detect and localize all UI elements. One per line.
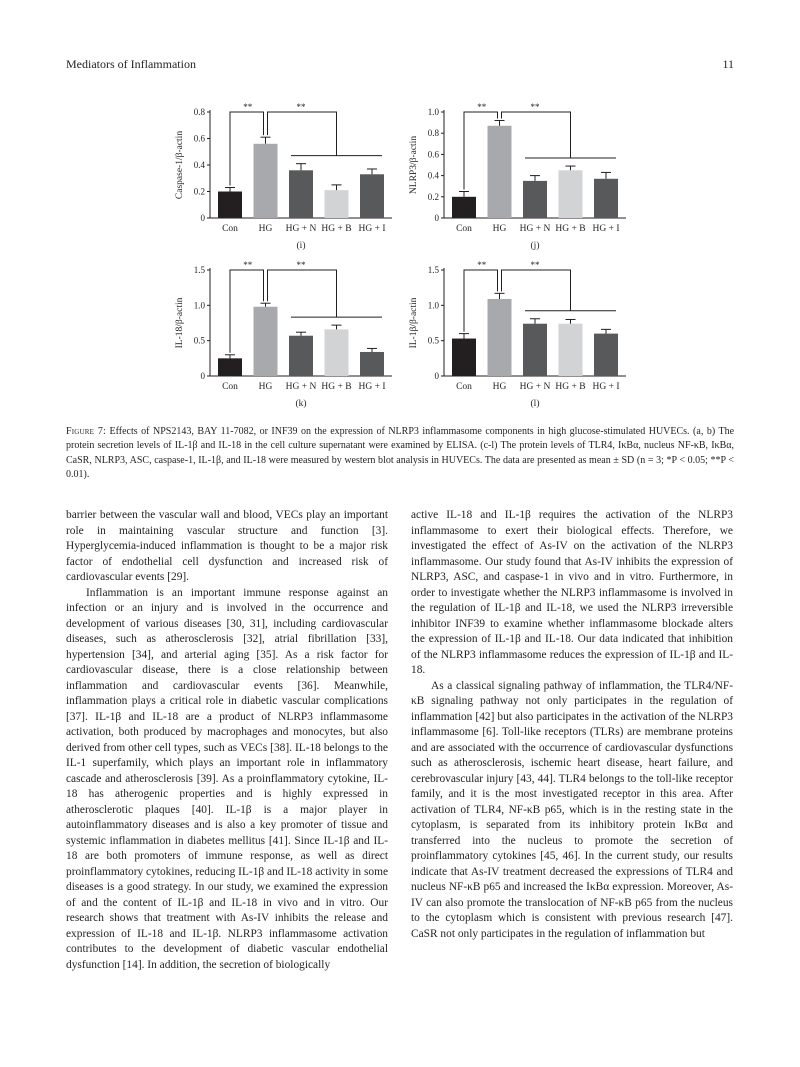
bar [594, 179, 618, 218]
y-tick-label: 0.2 [427, 191, 439, 202]
y-tick-label: 0 [434, 371, 439, 381]
x-tick-label: HG + N [519, 382, 551, 392]
bar [523, 324, 547, 376]
significance-label: ** [530, 260, 540, 270]
y-tick-label: 0.8 [193, 107, 205, 117]
panel-label: (l) [530, 399, 540, 409]
bar [488, 299, 512, 376]
y-axis-label: Caspase-1/β-actin [175, 130, 185, 200]
bar [289, 336, 313, 376]
journal-title: Mediators of Inflammation [66, 57, 196, 71]
significance-bracket [502, 270, 571, 311]
y-tick-label: 0.2 [193, 186, 205, 197]
y-tick-label: 0 [200, 213, 205, 223]
y-tick-label: 1.5 [427, 265, 439, 275]
bar [360, 352, 384, 376]
y-tick-label: 0.6 [427, 149, 439, 160]
x-tick-label: HG + I [592, 224, 620, 234]
running-header [66, 57, 734, 73]
bar [254, 144, 278, 218]
y-tick-label: 0.5 [193, 335, 205, 346]
chart-panel-i [170, 104, 400, 260]
significance-label: ** [296, 260, 306, 270]
chart-svg-j [404, 104, 634, 260]
significance-bracket [502, 112, 571, 158]
y-tick-label: 0.8 [427, 128, 439, 139]
bar [360, 174, 384, 218]
body-paragraph: As a classical signaling pathway of inflammation, the TLR4/NF-κB signaling pathway not only participates in the regulation of inflammation [42] but also participates in the activation of the NLRP3 inflammasome [6]. Toll-like receptors (TLRs) are membrane proteins and are associated with the occurrence of cardiovascular dysfunctions such as atherosclerosis, ischemic heart disease, heart failure, and cerebrovascular injury [43, 44]. TLR4 belongs to the toll-like receptor family, and it is the most investigated receptor in this area. After activation of TLR4, NF-κB p65, which is in the resting state in the cytoplasm, is separated from its inhibitory protein IκBα and transferred into the nucleus to promote the secretion of proinflammatory cytokines [45, 46]. In the current study, our results indicate that As-IV treatment decreased the expressions of TLR4 and nucleus NF-κB p65 and increased the IκBα expression. Moreover, As-IV can also promote the translocation of NF-κB p65 from the nucleus to the cytoplasm which is consistent with previous research [47]. CaSR not only participates in the regulation of inflammation but [411, 679, 733, 940]
significance-bracket [268, 270, 337, 317]
y-axis-label: NLRP3/β-actin [409, 135, 419, 195]
bar [254, 307, 278, 376]
significance-label: ** [296, 102, 306, 112]
x-tick-label: HG [258, 382, 273, 392]
chart-svg-i [170, 104, 400, 260]
y-tick-label: 0.4 [193, 160, 205, 170]
caption-text: Effects of NPS2143, BAY 11-7082, or INF39 on the expression of NLRP3 inflammasome components in high glucose-stimulated HUVECs. (a, b) The protein secretion levels of IL-1β and IL-18 in the cell culture supernatant were examined by ELISA. (c-l) The protein levels of TLR4, IκBα, nucleus NF-κB, IκBα, CaSR, NLRP3, ASC, caspase-1, IL-1β, and IL-18 were measured by western blot analysis in HUVECs. The data are presented as mean ± SD (n = 3; *P < 0.05; **P < 0.01). [66, 426, 735, 481]
body-column-left [66, 508, 388, 973]
y-axis-label: IL-1β/β-actin [409, 297, 419, 349]
significance-label: ** [477, 260, 487, 270]
figure-caption [66, 425, 734, 483]
x-tick-label: HG + N [285, 382, 317, 392]
bar [523, 181, 547, 218]
bar [325, 190, 349, 218]
y-tick-label: 1.0 [427, 300, 439, 311]
x-tick-label: HG + B [321, 224, 352, 234]
body-paragraph: barrier between the vascular wall and blood, VECs play an important role in maintaining vascular structure and function [3]. Hyperglycemia-induced inflammation is thought to be a major risk factor of endothelial cell dysfunction and increased risk of cardiovascular events [29]. [66, 509, 388, 583]
x-tick-label: HG [492, 224, 507, 234]
bar [488, 126, 512, 218]
page-number: 11 [722, 57, 734, 71]
x-tick-label: HG + I [358, 224, 386, 234]
bar [559, 170, 583, 218]
panel-label: (i) [296, 241, 306, 251]
chart-svg-k [170, 262, 400, 418]
y-tick-label: 0 [434, 213, 439, 223]
y-tick-label: 1.0 [427, 107, 439, 117]
y-tick-label: 1.5 [193, 265, 205, 275]
body-column-right [411, 508, 733, 942]
body-paragraph: Inflammation is an important immune response against an infection or an injury and is involved in the occurrence and development of various diseases [30, 31], including cardiovascular diseases, such as atherosclerosis [32], atrial fibrillation [33], hypertension [34], and arterial aging [35]. As a risk factor for cardiovascular disease, there is a close relationship between inflammation and cardiovascular events [36]. Meanwhile, inflammation plays a critical role in diabetic vascular complications [37]. IL-1β and IL-18 are a product of NLRP3 inflammasome activation, both produced by macrophages and monocytes, but also derived from other cell types, such as VECs [38]. IL-18 belongs to the IL-1 superfamily, which plays an important role in inflammatory cascade and atherosclerosis [39]. As a proinflammatory cytokine, IL-18 has atherogenic properties and is highly expressed in atherosclerotic plaques [40]. IL-1β is a major player in autoinflammatory diseases and is also a key promoter of tissue and systemic inflammation in diabetes mellitus [41]. Since IL-1β and IL-18 are both promoters of immune response, as well as direct proinflammatory cytokines, reducing IL-1β and IL-18 activity in some diseases is a good strategy. In our study, we examined the expression of and the content of IL-1β and IL-18 in vivo and in vitro. Our research shows that treatment with As-IV inhibits the release and expression of IL-18 and IL-1β. NLRP3 inflammasome activation contributes to the development of diabetic vascular endothelial dysfunction [14]. In addition, the secretion of biologically [66, 586, 388, 971]
significance-label: ** [243, 260, 253, 270]
y-tick-label: 0.5 [427, 335, 439, 346]
significance-label: ** [243, 102, 253, 112]
chart-panel-l [404, 262, 634, 418]
y-tick-label: 0.6 [193, 133, 205, 144]
significance-label: ** [530, 102, 540, 112]
y-tick-label: 0.4 [427, 170, 439, 181]
x-tick-label: Con [456, 382, 472, 392]
bar [289, 170, 313, 218]
chart-panel-k [170, 262, 400, 418]
chart-panel-j [404, 104, 634, 260]
body-paragraph: active IL-18 and IL-1β requires the activation of the NLRP3 inflammasome to exert their biological effects. Therefore, we investigated the effect of As-IV on the activation of the NLRP3 inflammasome. Our study found that As-IV inhibits the expression of NLRP3, ASC, and caspase-1 in vivo and in vitro. Furthermore, in order to investigate whether the NLRP3 inflammasome is involved in the regulation of IL-1β and IL-18, we used the NLRP3 irreversible inhibitor INF39 to examine whether inflammasome blockade alters the expression of IL-1β and IL-18. Our data indicated that inhibition of the NLRP3 inflammasome reduces the expression of IL-1β and IL-18. [411, 509, 733, 676]
significance-label: ** [477, 102, 487, 112]
chart-svg-l [404, 262, 634, 418]
x-tick-label: HG + N [285, 224, 317, 234]
x-tick-label: HG + I [358, 382, 386, 392]
x-tick-label: HG + B [555, 382, 586, 392]
x-tick-label: HG [492, 382, 507, 392]
y-tick-label: 0 [200, 371, 205, 381]
y-tick-label: 1.0 [193, 300, 205, 311]
x-tick-label: HG + I [592, 382, 620, 392]
significance-bracket [268, 112, 337, 156]
bar [594, 334, 618, 376]
x-tick-label: Con [222, 382, 238, 392]
x-tick-label: Con [222, 224, 238, 234]
x-tick-label: Con [456, 224, 472, 234]
bar [218, 358, 242, 376]
panel-label: (k) [295, 399, 307, 409]
x-tick-label: HG [258, 224, 273, 234]
bar [325, 329, 349, 376]
bar [218, 192, 242, 219]
x-tick-label: HG + N [519, 224, 551, 234]
x-tick-label: HG + B [321, 382, 352, 392]
bar [452, 197, 476, 218]
y-axis-label: IL-18/β-actin [175, 297, 185, 349]
x-tick-label: HG + B [555, 224, 586, 234]
panel-label: (j) [530, 241, 540, 251]
caption-label: Figure 7: [66, 426, 107, 437]
bar [559, 324, 583, 376]
bar [452, 339, 476, 376]
